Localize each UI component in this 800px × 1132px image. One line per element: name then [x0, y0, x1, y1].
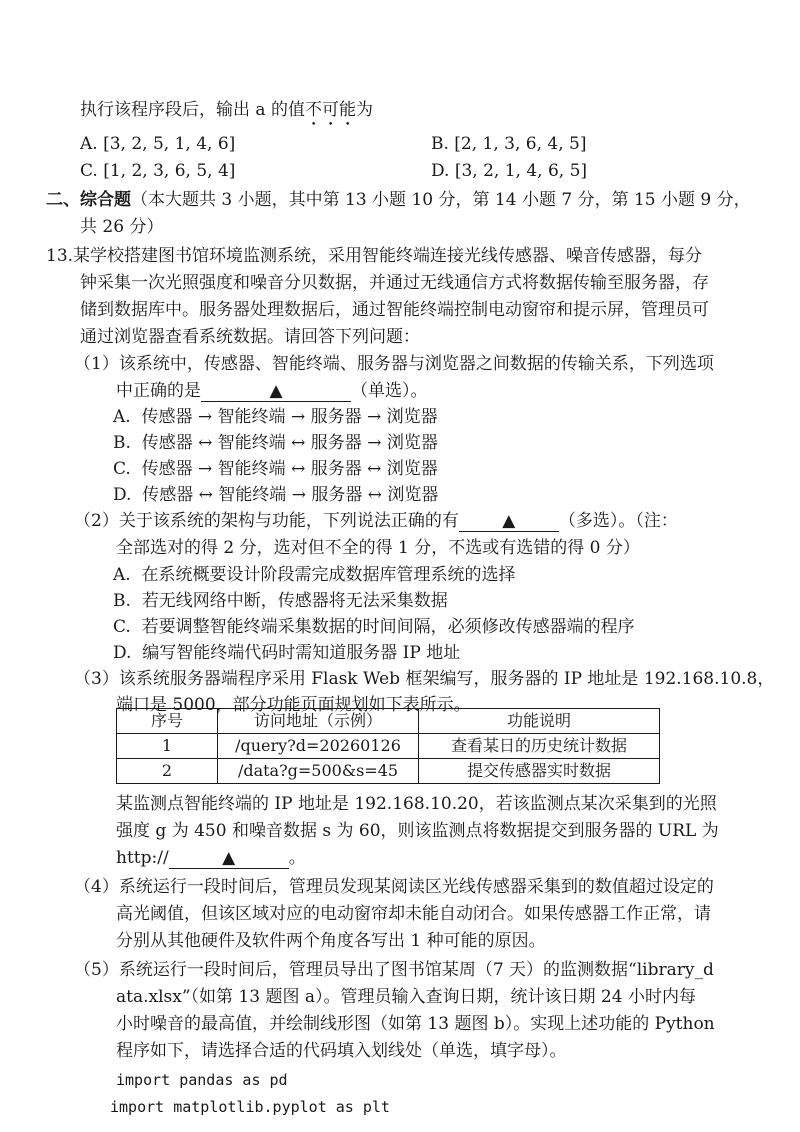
p1-line2: [116, 378, 428, 404]
p3-line1: （3）该系统服务器端程序采用 Flask Web 框架编写，服务器的 IP 地址是 192.168.10.8，: [74, 669, 775, 689]
q12-option-a: A. [3, 2, 5, 1, 4, 6]: [80, 134, 236, 154]
q12-option-d: D. [3, 2, 1, 4, 6, 5]: [431, 161, 588, 181]
p2-option-b: B. 若无线网络中断，传感器将无法采集数据: [113, 591, 448, 611]
p5-line1: （5）系统运行一段时间后，管理员导出了图书馆某周（7 天）的监测数据“library_d: [74, 960, 714, 980]
p4-line3: 分别从其他硬件及软件两个角度各写出 1 种可能的原因。: [116, 931, 546, 951]
p5-line4: 程序如下，请选择合适的代码填入划线处（单选，填字母）。: [116, 1041, 567, 1061]
p2-option-a: A. 在系统概要设计阶段需完成数据库管理系统的选择: [113, 565, 516, 585]
intro-end: 为: [355, 100, 373, 120]
code-line-1: import pandas as pd: [116, 1071, 288, 1089]
table-cell: 2: [117, 759, 218, 784]
table-header: 访问地址（示例）: [218, 709, 419, 734]
answer-blank-1[interactable]: ▲: [201, 381, 351, 402]
p3-url-line: [116, 845, 306, 871]
q13-stem-1: 13.某学校搭建图书馆环境监测系统，采用智能终端连接光线传感器、噪音传感器，每分: [46, 246, 703, 266]
table-cell: 提交传感器实时数据: [419, 759, 660, 784]
answer-blank-3[interactable]: ▲: [169, 848, 289, 869]
p1-line1: （1）该系统中，传感器、智能终端、服务器与浏览器之间数据的传输关系，下列选项: [74, 354, 714, 374]
q12-option-c: C. [1, 2, 3, 6, 5, 4]: [80, 161, 236, 181]
p3-after-2: 强度 g 为 450 和噪音数据 s 为 60，则该监测点将数据提交到服务器的 URL 为: [116, 821, 719, 841]
p1-option-c: C. 传感器 → 智能终端 ↔ 服务器 ↔ 浏览器: [113, 459, 438, 479]
section-desc: （本大题共 3 小题，其中第 13 小题 10 分，第 14 小题 7 分，第 15 小题 9 分，: [131, 190, 751, 210]
section-heading-line: [46, 187, 751, 213]
p1-option-a: A. 传感器 → 智能终端 → 服务器 → 浏览器: [113, 407, 438, 427]
p1-text: 中正确的是: [116, 381, 201, 401]
p2-option-d: D. 编写智能终端代码时需知道服务器 IP 地址: [113, 643, 461, 663]
table-cell: /query?d=20260126: [218, 734, 419, 759]
table-header: 功能说明: [419, 709, 660, 734]
section-heading: 二、综合题: [46, 190, 131, 210]
p5-line3: 小时噪音的最高值，并绘制线形图（如第 13 题图 b）。实现上述功能的 Python: [116, 1014, 715, 1034]
url-end: 。: [288, 848, 306, 868]
answer-blank-2[interactable]: ▲: [459, 511, 559, 532]
table-cell: /data?g=500&s=45: [218, 759, 419, 784]
table-row: [117, 759, 660, 784]
p2-suffix: （多选）。（注：: [558, 511, 678, 531]
p2-line1: [74, 508, 678, 534]
p3-line2: 端口是 5000，部分功能页面规划如下表所示。: [116, 695, 471, 715]
p4-line2: 高光阈值，但该区域对应的电动窗帘却未能自动闭合。如果传感器工作正常，请: [116, 904, 711, 924]
p5-line2: ata.xlsx”（如第 13 题图 a）。管理员输入查询日期，统计该日期 24 小时内每: [116, 987, 696, 1007]
table-header-row: [117, 709, 660, 734]
p2-option-c: C. 若要调整智能终端采集数据的时间间隔，必须修改传感器端的程序: [113, 617, 635, 637]
p2-line2: 全部选对的得 2 分，选对但不全的得 1 分，不选或有选错的得 0 分）: [116, 538, 640, 558]
table-header: 序号: [117, 709, 218, 734]
url-table: [116, 708, 660, 784]
table-row: [117, 734, 660, 759]
intro-emphasis: 不可能: [304, 100, 356, 120]
question-intro: [80, 97, 373, 130]
p2-text: （2）关于该系统的架构与功能，下列说法正确的有: [74, 511, 459, 531]
p1-suffix: （单选）。: [351, 381, 428, 401]
table-cell: 查看某日的历史统计数据: [419, 734, 660, 759]
url-prefix: http://: [116, 848, 169, 868]
q13-stem-4: 通过浏览器查看系统数据。请回答下列问题：: [80, 327, 420, 347]
intro-text: 执行该程序段后，输出 a 的值: [80, 100, 305, 120]
table-cell: 1: [117, 734, 218, 759]
section-desc-2: 共 26 分）: [80, 217, 164, 237]
code-line-2: import matplotlib.pyplot as plt: [110, 1098, 390, 1116]
q13-stem-3: 储到数据库中。服务器处理数据后，通过智能终端控制电动窗帘和提示屏，管理员可: [80, 300, 709, 320]
q13-stem-2: 钟采集一次光照强度和噪音分贝数据，并通过无线通信方式将数据传输至服务器，存: [80, 273, 709, 293]
q12-option-b: B. [2, 1, 3, 6, 4, 5]: [431, 134, 587, 154]
p3-after-1: 某监测点智能终端的 IP 地址是 192.168.10.20，若该监测点某次采集到的光照: [116, 794, 717, 814]
p4-line1: （4）系统运行一段时间后，管理员发现某阅读区光线传感器采集到的数值超过设定的: [74, 877, 714, 897]
p1-option-d: D. 传感器 ↔ 智能终端 → 服务器 ↔ 浏览器: [113, 485, 439, 505]
p1-option-b: B. 传感器 ↔ 智能终端 ↔ 服务器 → 浏览器: [113, 433, 438, 453]
